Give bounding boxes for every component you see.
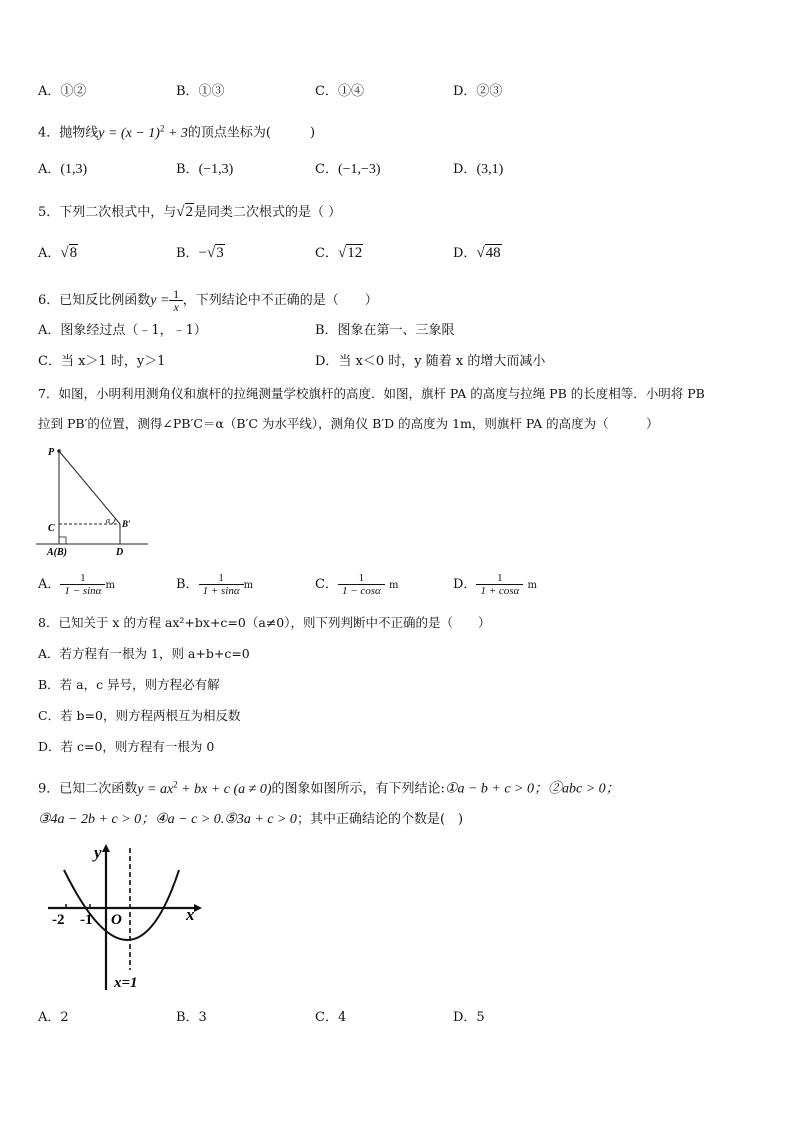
q7-label-b-prime: B′: [122, 519, 131, 529]
q3-option-a: A．①②: [38, 84, 87, 99]
q6-prefix: 6．已知反比例函数: [38, 293, 151, 308]
q6-fraction: $\frac{1}{x}$: [169, 288, 182, 313]
q5-option-d: D．√48: [453, 245, 501, 261]
q7-line1: 7．如图，小明利用测角仪和旗杆的拉绳测量学校旗杆的高度．如图，旗杆 PA 的高度与拉绳 PB 的长度相等．小明将 PB: [38, 386, 705, 401]
q4-option-c: C．(−1,−3): [315, 162, 381, 177]
q6-option-d: D．当 x＜0 时，y 随着 x 的增大而减小: [315, 354, 546, 369]
q9-prefix: 9．已知二次函数: [38, 781, 138, 797]
q9-option-c: C．4: [315, 1010, 347, 1025]
q5-suffix: 是同类二次根式的是（ ）: [194, 205, 342, 220]
q8-option-d: D．若 c=0，则方程有一根为 0: [38, 739, 215, 754]
q7-label-c: C: [48, 523, 55, 534]
q9-figure: [44, 840, 204, 995]
q9-formula: $y = ax^2$ + bx + c (a ≠ 0): [137, 779, 272, 797]
q9-conds-2: ③4a − 2b + c > 0；④a − c > 0.⑤3a + c > 0: [38, 812, 297, 827]
q5-option-b: B．−√3: [176, 245, 224, 261]
q9-label-x: x: [186, 905, 195, 924]
q8-question: 8．已知关于 x 的方程 ax²+bx+c=0（a≠0），则下列判断中不正确的是（ ）: [38, 615, 491, 630]
q7-label-ab: A(B): [47, 547, 67, 558]
q6-formula: y =: [150, 293, 170, 308]
q7-option-a: A． $\frac{1}{1 - \sin\alpha}$ m: [38, 572, 115, 597]
q4-option-a: A．(1,3): [38, 162, 88, 177]
q4-prefix: 4．抛物线: [38, 125, 99, 141]
q9-label-y: y: [94, 843, 102, 862]
q9-conds-1: ①a − b + c > 0；②abc > 0；: [444, 781, 620, 797]
q4-option-d: D．(3,1): [453, 162, 504, 177]
q8-option-a: A．若方程有一根为 1，则 a+b+c=0: [38, 646, 250, 661]
q8-option-b: B．若 a，c 异号，则方程必有解: [38, 677, 220, 692]
q4-option-b: B．(−1,3): [176, 162, 234, 177]
q7-option-c: C． $\frac{1}{1 - \cos\alpha}$ m: [315, 572, 399, 597]
q4-suffix: 的顶点坐标为( ): [187, 125, 316, 141]
q7-label-alpha: α: [106, 516, 111, 525]
q9-label-axis: x=1: [114, 975, 138, 991]
q6-question: [38, 285, 378, 317]
q7-label-d: D: [116, 547, 124, 558]
q7-label-p: P: [48, 447, 55, 458]
q6-option-a: A．图象经过点（﹣1，﹣1）: [38, 323, 207, 338]
q5-option-c: C．√12: [315, 245, 363, 261]
q3-option-d: D．②③: [453, 84, 503, 99]
q4-question: [38, 119, 315, 143]
q9-mid: 的图象如图所示，有下列结论:: [271, 781, 445, 797]
q9-suffix: ；其中正确结论的个数是( ): [296, 812, 464, 827]
q9-option-a: A．2: [38, 1010, 69, 1025]
q9-line2: [38, 811, 463, 829]
q7-line2: 拉到 PB′的位置，测得∠PB′C＝α（B′C 为水平线），测角仪 B′D 的高度为 1m，则旗杆 PA 的高度为（ ）: [38, 416, 659, 431]
q9-label-o: O: [111, 912, 122, 928]
q6-option-c: C．当 x＞1 时，y＞1: [38, 354, 166, 369]
q5-option-a: A．√8: [38, 245, 78, 261]
q5-question: [38, 203, 341, 222]
q5-radical: √2: [176, 204, 194, 220]
q9-option-b: B．3: [176, 1010, 207, 1025]
q9-line1: [38, 775, 620, 799]
q6-option-b: B．图象在第一、三象限: [315, 323, 455, 338]
q9-option-d: D．5: [453, 1010, 485, 1025]
q7-option-b: B． $\frac{1}{1 + \sin\alpha}$ m: [176, 572, 254, 597]
q7-figure: [30, 443, 160, 558]
q6-suffix: ，下列结论中不正确的是（ ）: [182, 293, 378, 308]
q3-option-c: C．①④: [315, 84, 364, 99]
q7-option-d: D． $\frac{1}{1 + \cos\alpha}$ m: [453, 572, 537, 597]
q4-formula: $y = (x - 1)^2 + 3$: [98, 123, 188, 141]
q3-option-b: B．①③: [176, 84, 225, 99]
q9-label-minus2: -2: [52, 912, 65, 928]
q9-label-minus1: -1: [80, 912, 93, 928]
q5-prefix: 5．下列二次根式中，与: [38, 205, 177, 220]
q8-option-c: C．若 b=0，则方程两根互为相反数: [38, 708, 241, 723]
